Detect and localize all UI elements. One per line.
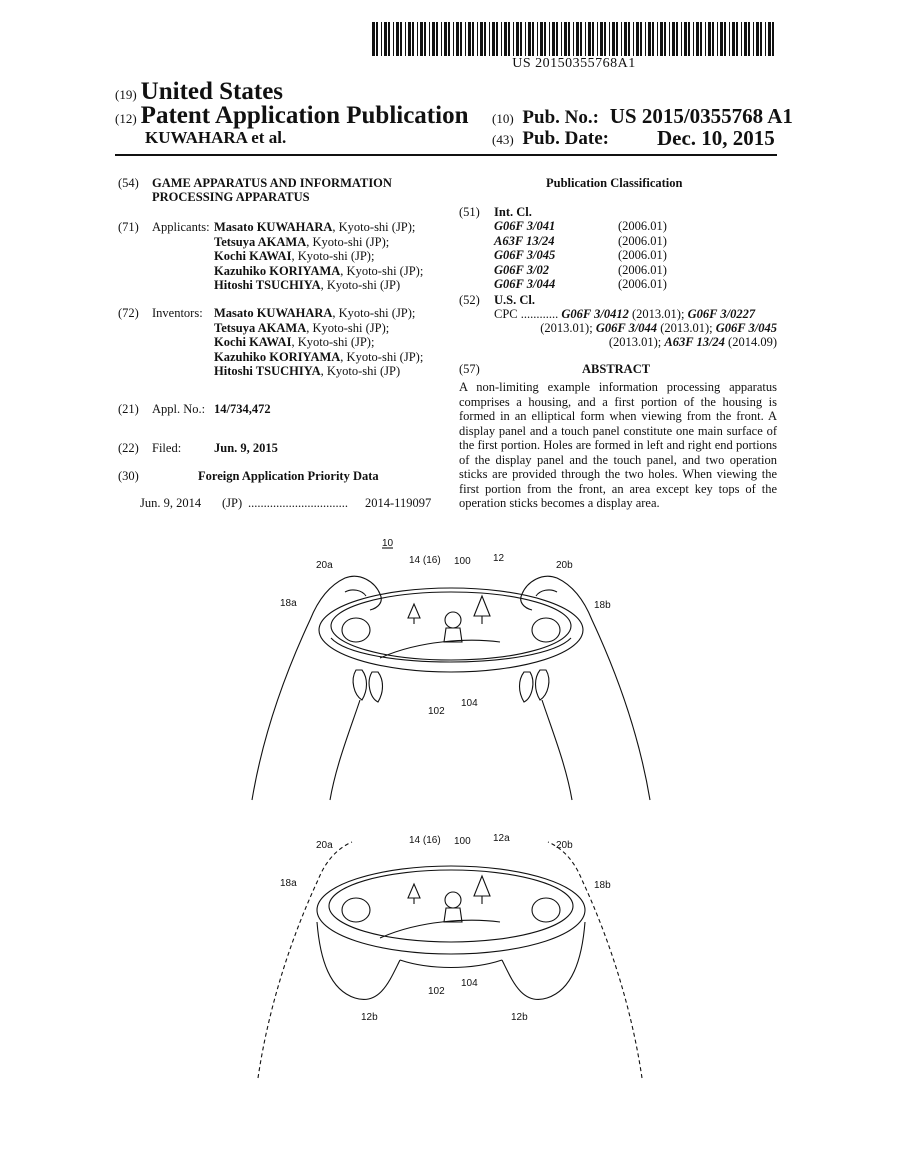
left-grip (317, 922, 400, 999)
barcode-bar (597, 22, 598, 56)
barcode-bar (712, 22, 714, 56)
cpc-line-2: (2013.01); G06F 3/044 (2013.01); G06F 3/045 (540, 321, 777, 335)
barcode-bar (408, 22, 411, 56)
character-head (445, 892, 461, 908)
barcode-bar (468, 22, 471, 56)
label-20b: 20b (556, 840, 573, 851)
character-head (445, 612, 461, 628)
barcode (372, 22, 776, 56)
barcode-bar (609, 22, 610, 56)
barcode-bar (724, 22, 726, 56)
display-ellipse (331, 592, 571, 660)
barcode-bar (604, 22, 606, 56)
right-finger-2 (520, 672, 533, 702)
filed-code: (22) (118, 441, 139, 455)
cpc-line-1: CPC ............ G06F 3/0412 (2013.01); G06F 3/0227 (494, 307, 756, 321)
abstract-code: (57) (459, 362, 480, 376)
barcode-bar (420, 22, 423, 56)
left-stick (342, 618, 370, 642)
bottom-figure (258, 842, 642, 1078)
barcode-bar (640, 22, 642, 56)
barcode-bar (448, 22, 450, 56)
label-20a: 20a (316, 560, 333, 571)
uscl-code: (52) (459, 293, 480, 307)
foreign-title: Foreign Application Priority Data (198, 469, 379, 483)
barcode-bar (508, 22, 510, 56)
right-stick (532, 898, 560, 922)
barcode-bar (700, 22, 702, 56)
barcode-bar (441, 22, 442, 56)
barcode-bar (564, 22, 567, 56)
foreign-code: (30) (118, 469, 139, 483)
applicants-list (214, 220, 423, 293)
left-stick (342, 898, 370, 922)
housing-lower-edge (400, 960, 502, 968)
intcl-row: A63F 13/24 (2006.01) (494, 233, 667, 248)
pub-date-value: Dec. 10, 2015 (657, 126, 775, 150)
barcode-bar (376, 22, 378, 56)
barcode-bar (381, 22, 382, 56)
display-ellipse (329, 870, 573, 942)
label-102: 102 (428, 706, 445, 717)
inventors-list (214, 306, 423, 379)
housing-ellipse (319, 588, 583, 672)
barcode-bar (436, 22, 438, 56)
barcode-bar (489, 22, 490, 56)
barcode-bar (496, 22, 498, 56)
right-finger (536, 670, 549, 700)
label-12b-left: 12b (361, 1012, 378, 1023)
housing-ellipse (317, 866, 585, 954)
right-hand-outline (521, 576, 650, 800)
barcode-bar (424, 22, 426, 56)
barcode-bar (684, 22, 687, 56)
character-body (444, 908, 462, 922)
country-code: (19) (115, 87, 137, 102)
inventor: Kazuhiko KORIYAMA, Kyoto-shi (JP); (214, 349, 424, 364)
inventor: Kochi KAWAI, Kyoto-shi (JP); (214, 335, 375, 349)
barcode-bar (672, 22, 675, 56)
left-finger (353, 670, 366, 700)
barcode-bar (580, 22, 582, 56)
label-18b: 18b (594, 880, 611, 891)
uscl-label: U.S. Cl. (494, 293, 535, 307)
tree-right (474, 876, 490, 904)
tree-right (474, 596, 490, 624)
barcode-bar (741, 22, 742, 56)
barcode-bar (612, 22, 615, 56)
left-thumb (345, 590, 366, 596)
top-figure (252, 576, 650, 800)
applicant: Masato KUWAHARA, Kyoto-shi (JP); (214, 220, 416, 234)
right-grip (502, 922, 585, 999)
intcl-list (494, 219, 667, 292)
barcode-bar (456, 22, 459, 56)
barcode-bar (621, 22, 622, 56)
barcode-bar (520, 22, 522, 56)
inventors-label: Inventors: (152, 306, 203, 320)
cpc-line-3: (2013.01); A63F 13/24 (2014.09) (608, 335, 777, 349)
barcode-bar (729, 22, 730, 56)
right-stick (532, 618, 560, 642)
foreign-number: 2014-119097 (365, 496, 432, 510)
header-rule (115, 154, 777, 156)
barcode-bar (765, 22, 766, 56)
foreign-dots: ................................ (248, 496, 348, 510)
barcode-bar (384, 22, 387, 56)
title-line-1: GAME APPARATUS AND INFORMATION (152, 176, 392, 190)
intcl-code: (51) (459, 205, 480, 219)
publication-type: Patent Application Publication (140, 102, 469, 129)
country: United States (140, 78, 284, 105)
inventor: Tetsuya AKAMA, Kyoto-shi (JP); (214, 320, 390, 335)
path-curve (380, 920, 500, 938)
barcode-bar (748, 22, 750, 56)
barcode-bar (492, 22, 495, 56)
authors: KUWAHARA et al. (145, 128, 287, 147)
label-102: 102 (428, 986, 445, 997)
publication-type-heading (115, 102, 468, 130)
foreign-date: Jun. 9, 2014 (140, 496, 202, 510)
inventor: Masato KUWAHARA, Kyoto-shi (JP); (214, 306, 416, 320)
barcode-bar (732, 22, 735, 56)
label-12: 12 (493, 553, 505, 564)
label-20b: 20b (556, 560, 573, 571)
barcode-bar (544, 22, 546, 56)
barcode-bar (556, 22, 558, 56)
barcode-bar (592, 22, 594, 56)
tree-left (408, 884, 420, 904)
barcode-bar (400, 22, 402, 56)
figure-ref-number: 10 (382, 538, 394, 549)
left-hand-outline (252, 576, 381, 800)
filed-label: Filed: (152, 441, 182, 455)
barcode-bar (516, 22, 519, 56)
barcode-bar (432, 22, 435, 56)
barcode-bar (652, 22, 654, 56)
barcode-bar (693, 22, 694, 56)
label-100: 100 (454, 556, 471, 567)
barcode-bar (393, 22, 394, 56)
barcode-bar (772, 22, 774, 56)
barcode-bar (624, 22, 627, 56)
intcl-label: Int. Cl. (494, 205, 532, 219)
barcode-bar (657, 22, 658, 56)
appl-label: Appl. No.: (152, 402, 206, 416)
abstract-text: A non-limiting example information processing apparatus comprises a housing, and a first portion of the housing is formed in an elliptical form when viewing from the front. A display panel and a touch panel constitute one main surface of the first portion. Holes are formed in left and right end portions of the display panel and the touch panel, and two operation sticks are provided through the two holes. When viewing the first portion from the front, an area except key tops of the operation sticks becomes a display area. (459, 380, 777, 510)
barcode-bar (396, 22, 399, 56)
label-104: 104 (461, 978, 478, 989)
patent-drawing (0, 530, 903, 1090)
inventors-code: (72) (118, 306, 139, 320)
barcode-bar (372, 22, 375, 56)
label-18b: 18b (594, 600, 611, 611)
right-thumb (536, 590, 557, 596)
label-12a: 12a (493, 833, 510, 844)
title-code: (54) (118, 176, 139, 190)
appl-number: 14/734,472 (214, 402, 271, 416)
barcode-bar (472, 22, 474, 56)
barcode-bar (573, 22, 574, 56)
label-18a: 18a (280, 598, 297, 609)
barcode-bar (585, 22, 586, 56)
barcode-bar (537, 22, 538, 56)
pub-date-label: (43) Pub. Date: (492, 128, 609, 149)
barcode-bar (744, 22, 747, 56)
pub-number-value: US 2015/0355768 A1 (609, 104, 793, 128)
barcode-bar (568, 22, 570, 56)
barcode-bar (453, 22, 454, 56)
barcode-bar (648, 22, 651, 56)
applicants-code: (71) (118, 220, 139, 234)
barcode-bar (480, 22, 483, 56)
barcode-bar (561, 22, 562, 56)
applicants-label: Applicants: (152, 220, 210, 234)
pub-number: (10) Pub. No.: US 2015/0355768 A1 (492, 104, 793, 128)
label-14-16: 14 (16) (409, 835, 441, 846)
barcode-bar (768, 22, 771, 56)
barcode-bar (660, 22, 663, 56)
right-hand-outline-dashed (548, 842, 642, 1078)
filed-date: Jun. 9, 2015 (214, 441, 278, 455)
barcode-bar (532, 22, 534, 56)
left-finger-2 (369, 672, 382, 702)
applicant: Tetsuya AKAMA, Kyoto-shi (JP); (214, 234, 390, 249)
foreign-country: (JP) (222, 496, 243, 510)
top-figure-labels (280, 553, 611, 717)
left-hand-outline-dashed (258, 842, 352, 1078)
barcode-number: US 20150355768A1 (512, 56, 636, 71)
applicant: Kochi KAWAI, Kyoto-shi (JP); (214, 249, 375, 263)
barcode-bar (540, 22, 543, 56)
barcode-bar (477, 22, 478, 56)
barcode-bar (525, 22, 526, 56)
applicant: Kazuhiko KORIYAMA, Kyoto-shi (JP); (214, 263, 424, 278)
label-104: 104 (461, 698, 478, 709)
character-body (444, 628, 462, 642)
label-12b-right: 12b (511, 1012, 528, 1023)
barcode-bar (676, 22, 678, 56)
barcode-bar (504, 22, 507, 56)
barcode-bar (720, 22, 723, 56)
barcode-bar (412, 22, 414, 56)
barcode-bar (405, 22, 406, 56)
barcode-bar (633, 22, 634, 56)
barcode-bar (501, 22, 502, 56)
barcode-bar (528, 22, 531, 56)
barcode-bar (708, 22, 711, 56)
applicant: Hitoshi TSUCHIYA, Kyoto-shi (JP) (214, 278, 401, 292)
barcode-bar (417, 22, 418, 56)
barcode-bar (753, 22, 754, 56)
barcode-bar (696, 22, 699, 56)
barcode-bar (688, 22, 690, 56)
barcode-bar (681, 22, 682, 56)
intcl-row: G06F 3/045 (2006.01) (494, 248, 667, 262)
barcode-bar (513, 22, 514, 56)
barcode-bar (588, 22, 591, 56)
barcode-bar (717, 22, 718, 56)
type-code: (12) (115, 111, 137, 126)
barcode-bar (549, 22, 550, 56)
title-line-2: PROCESSING APPARATUS (152, 190, 310, 204)
barcode-bar (636, 22, 639, 56)
barcode-bar (705, 22, 706, 56)
barcode-bar (465, 22, 466, 56)
bottom-figure-labels (280, 833, 611, 1023)
label-100: 100 (454, 836, 471, 847)
barcode-bar (664, 22, 666, 56)
barcode-bar (552, 22, 555, 56)
intcl-row: G06F 3/044 (2006.01) (494, 277, 667, 291)
barcode-bar (628, 22, 630, 56)
abstract-title: ABSTRACT (582, 362, 651, 376)
pub-class-title: Publication Classification (546, 176, 683, 190)
barcode-bar (576, 22, 579, 56)
barcode-bar (484, 22, 486, 56)
barcode-bar (736, 22, 738, 56)
appl-code: (21) (118, 402, 139, 416)
path-curve (380, 640, 500, 658)
barcode-bar (429, 22, 430, 56)
barcode-bar (760, 22, 762, 56)
intcl-row: G06F 3/02 (2006.01) (494, 262, 667, 277)
intcl-row: G06F 3/041 (2006.01) (494, 219, 667, 233)
barcode-bar (645, 22, 646, 56)
barcode-bar (444, 22, 447, 56)
barcode-bar (388, 22, 390, 56)
barcode-bar (669, 22, 670, 56)
inventor: Hitoshi TSUCHIYA, Kyoto-shi (JP) (214, 364, 401, 378)
barcode-bar (756, 22, 759, 56)
barcode-bar (600, 22, 603, 56)
barcode-bar (460, 22, 462, 56)
barcode-bar (616, 22, 618, 56)
right-wrist-line (542, 700, 572, 800)
tree-left (408, 604, 420, 624)
label-18a: 18a (280, 878, 297, 889)
label-14-16: 14 (16) (409, 555, 441, 566)
left-wrist-line (330, 700, 360, 800)
label-20a: 20a (316, 840, 333, 851)
